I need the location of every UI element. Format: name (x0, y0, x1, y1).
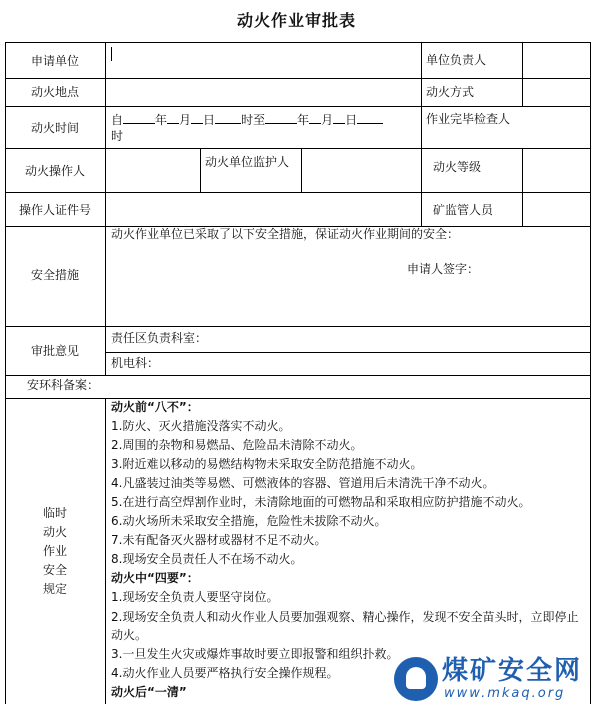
certificate-label: 操作人证件号 (18, 203, 91, 217)
rule-item: 3.一旦发生火灾或爆炸事故时要立即报警和组织扑救。 (111, 647, 399, 661)
time-range: 自 年 月 日 时至 年 月 日 (111, 112, 383, 128)
grid-line (5, 375, 591, 376)
form-title: 动火作业审批表 (236, 11, 356, 30)
grid-line (301, 148, 302, 192)
rules-heading-after: 动火后“一清” (111, 685, 187, 699)
grid-line (5, 148, 591, 149)
grid-line (5, 106, 591, 107)
rules-heading-before: 动火前“八不”： (111, 400, 199, 414)
inspector-label: 作业完毕检查人 (426, 112, 511, 126)
approval-dept: 责任区负责科室： (111, 331, 208, 345)
helmet-logo-icon (394, 657, 438, 701)
grid-line (5, 42, 6, 704)
time-label: 动火时间 (30, 121, 79, 135)
grid-line (5, 192, 591, 193)
approval-form (5, 42, 591, 704)
rule-item: 1.现场安全负责人要坚守岗位。 (111, 590, 279, 604)
rule-item: 4.动火作业人员要严格执行安全操作规程。 (111, 666, 339, 680)
rule-item: 3.附近难以移动的易燃结构物未采取安全防范措施不动火。 (111, 457, 423, 471)
rule-item: 2.周围的杂物和易燃品、危险品未清除不动火。 (111, 438, 363, 452)
grid-line (522, 148, 523, 226)
text-cursor (111, 47, 112, 61)
operator-label: 动火操作人 (24, 164, 85, 178)
time-hour-suffix: 时 (111, 129, 124, 143)
env-record-label: 安环科备案： (27, 378, 100, 392)
guardian-label: 动火单位监护人 (205, 155, 290, 169)
rule-item: 7.未有配备灭火器材或器材不足不动火。 (111, 533, 327, 547)
grid-line (200, 148, 201, 192)
grid-line (105, 398, 106, 704)
grid-line (421, 42, 422, 226)
method-label: 动火方式 (426, 85, 475, 99)
watermark-name: 煤矿安全网 (442, 656, 583, 686)
grid-line (5, 42, 591, 43)
watermark-url: www.mkaq.org (444, 686, 566, 701)
supervisor-label: 矿监管人员 (433, 203, 494, 217)
approval-electromech: 机电科： (111, 356, 160, 370)
grid-line (105, 352, 591, 353)
safety-measures-text: 动火作业单位已采取了以下安全措施，保证动火作业期间的安全： (111, 227, 460, 241)
grid-line (590, 42, 591, 704)
unit-head-label: 单位负责人 (426, 53, 487, 67)
rule-item: 1.防火、灭火措施没落实不动火。 (111, 419, 291, 433)
rule-item: 8.现场安全员责任人不在场不动火。 (111, 552, 303, 566)
rules-label: 临时 动火 作业 安全 规定 (42, 506, 67, 596)
rule-item: 4.凡盛装过油类等易燃、可燃液体的容器、管道用后未清洗干净不动火。 (111, 476, 495, 490)
level-label: 动火等级 (433, 160, 482, 174)
applicant-signature: 申请人签字： (407, 262, 480, 276)
safety-measures-label: 安全措施 (30, 268, 79, 282)
grid-line (105, 42, 106, 375)
grid-line (5, 326, 591, 327)
grid-line (5, 398, 591, 399)
approval-label: 审批意见 (30, 344, 79, 358)
applicant-unit-label: 申请单位 (30, 54, 79, 68)
location-label: 动火地点 (30, 85, 79, 99)
grid-line (5, 78, 591, 79)
rule-item: 6.动火场所未采取安全措施，危险性未拔除不动火。 (111, 514, 387, 528)
rules-heading-during: 动火中“四要”： (111, 571, 199, 585)
rule-item: 2.现场安全负责人和动火作业人员要加强观察、精心操作，发现不安全苗头时，立即停止动火。 (111, 610, 579, 642)
rule-item: 5.在进行高空焊割作业时，未清除地面的可燃物品和采取相应防护措施不动火。 (111, 495, 531, 509)
site-watermark (394, 656, 590, 704)
grid-line (522, 42, 523, 106)
